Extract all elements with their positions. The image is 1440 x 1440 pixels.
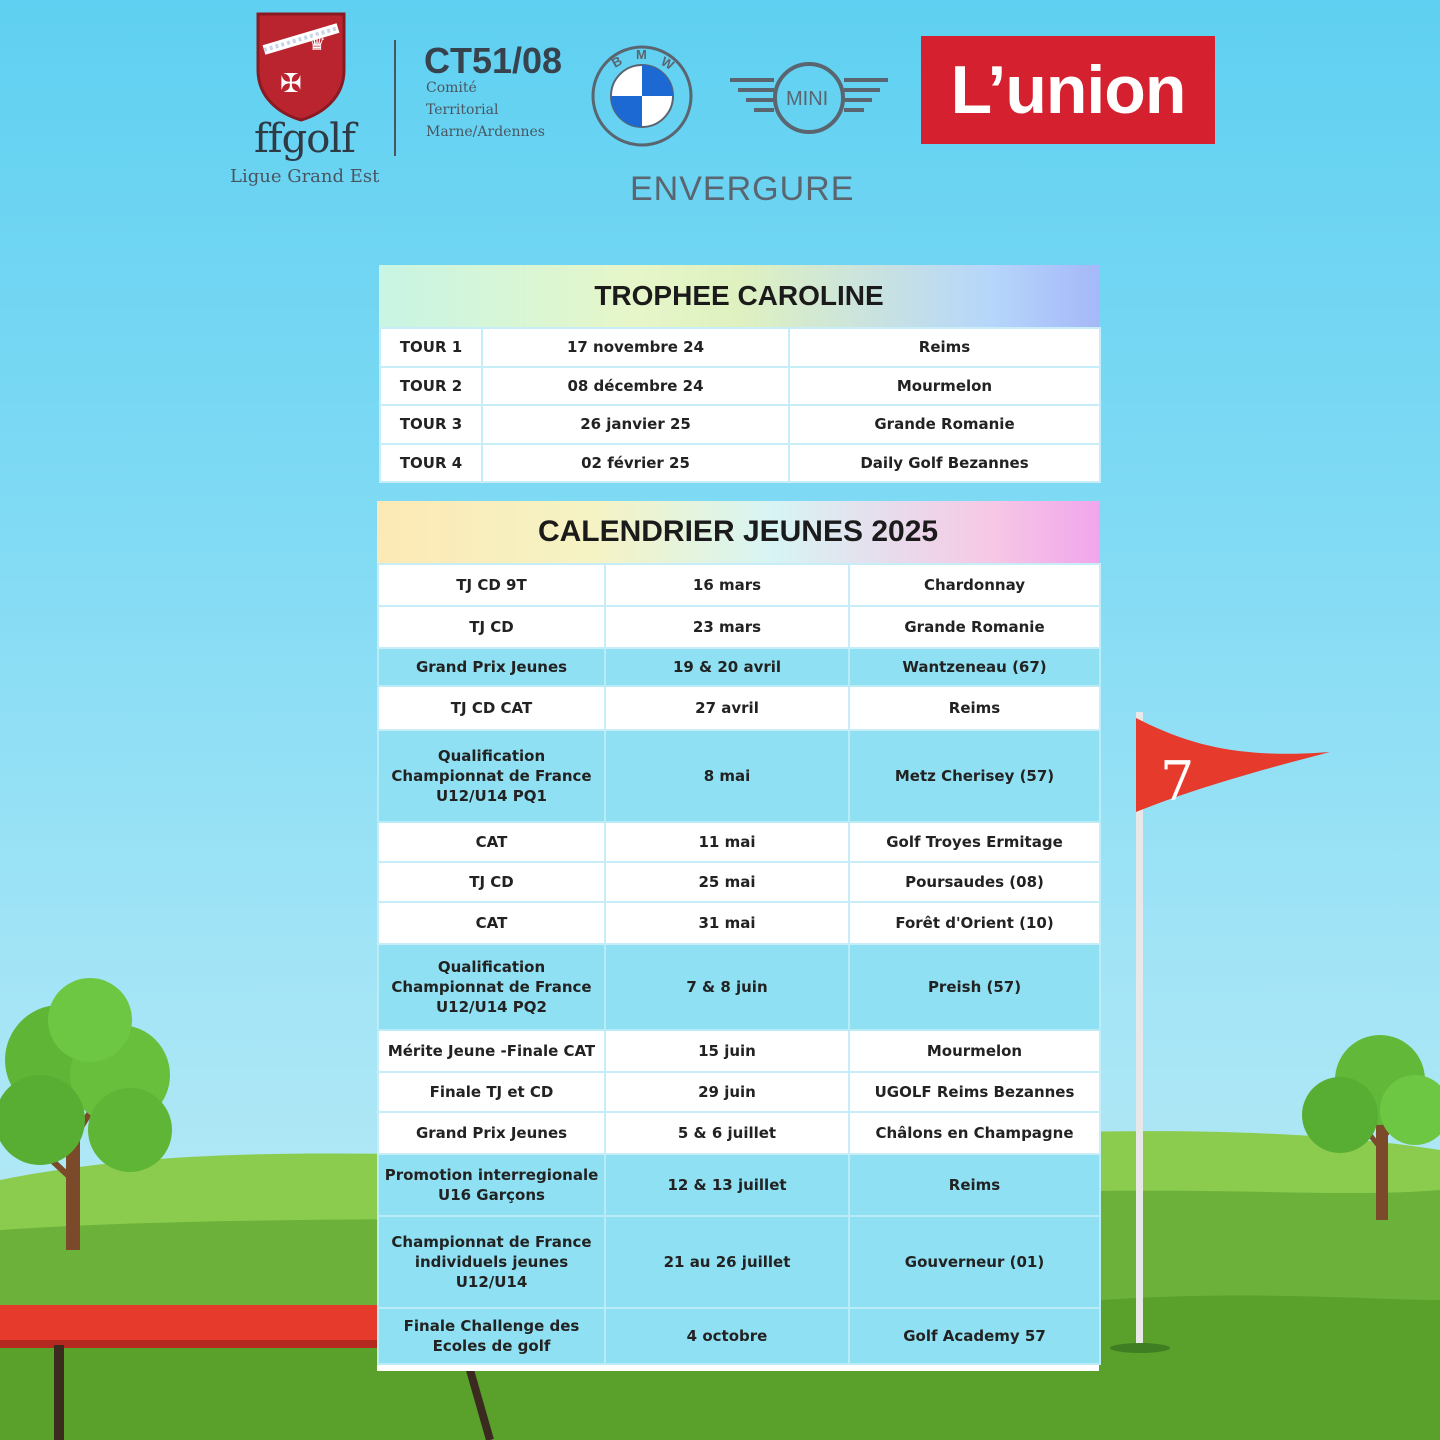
event-cell: CAT — [378, 822, 605, 862]
calendrier-jeunes-table — [377, 501, 1099, 1371]
lunion-logo — [921, 36, 1215, 144]
lieu-cell: Chardonnay — [849, 564, 1100, 606]
date-cell: 02 février 25 — [482, 444, 789, 483]
date-cell: 21 au 26 juillet — [605, 1216, 849, 1308]
event-cell: Qualification Championnat de France U12/U14 PQ2 — [378, 944, 605, 1030]
envergure-label: ENVERGURE — [630, 170, 855, 208]
event-cell: Qualification Championnat de France U12/U14 PQ1 — [378, 730, 605, 822]
lieu-cell: Reims — [789, 328, 1100, 367]
ct-line-2: Territorial — [426, 102, 499, 118]
date-cell: 8 mai — [605, 730, 849, 822]
event-cell: Promotion interregionale U16 Garçons — [378, 1154, 605, 1216]
date-cell: 11 mai — [605, 822, 849, 862]
svg-text:✠: ✠ — [280, 69, 302, 99]
date-cell: 5 & 6 juillet — [605, 1112, 849, 1154]
table-row — [378, 902, 1100, 944]
svg-text:M: M — [636, 47, 647, 62]
table-row — [380, 367, 1100, 406]
trophee-title: TROPHEE CAROLINE — [379, 265, 1099, 327]
date-cell: 23 mars — [605, 606, 849, 648]
ffgolf-shield-logo — [252, 10, 350, 122]
date-cell: 7 & 8 juin — [605, 944, 849, 1030]
date-cell: 12 & 13 juillet — [605, 1154, 849, 1216]
trophee-rows — [379, 327, 1101, 483]
flag-number: 7 — [1160, 750, 1195, 813]
lieu-cell: UGOLF Reims Bezannes — [849, 1072, 1100, 1112]
table-row — [378, 822, 1100, 862]
lieu-cell: Wantzeneau (67) — [849, 648, 1100, 686]
event-cell: Finale Challenge des Ecoles de golf — [378, 1308, 605, 1364]
event-cell: Championnat de France individuels jeunes U12/U14 — [378, 1216, 605, 1308]
date-cell: 15 juin — [605, 1030, 849, 1072]
table-row — [378, 730, 1100, 822]
lieu-cell: Poursaudes (08) — [849, 862, 1100, 902]
lieu-cell: Mourmelon — [789, 367, 1100, 406]
trophee-caroline-table — [379, 265, 1099, 481]
lieu-cell: Preish (57) — [849, 944, 1100, 1030]
tour-cell: TOUR 1 — [380, 328, 482, 367]
calendrier-title: CALENDRIER JEUNES 2025 — [377, 501, 1099, 563]
event-cell: Mérite Jeune -Finale CAT — [378, 1030, 605, 1072]
table-row — [378, 1216, 1100, 1308]
lieu-cell: Golf Troyes Ermitage — [849, 822, 1100, 862]
event-cell: CAT — [378, 902, 605, 944]
table-row — [378, 606, 1100, 648]
tour-cell: TOUR 3 — [380, 405, 482, 444]
date-cell: 29 juin — [605, 1072, 849, 1112]
lieu-cell: Grande Romanie — [849, 606, 1100, 648]
ffgolf-wordmark: ffgolf — [254, 116, 355, 162]
table-row — [378, 944, 1100, 1030]
table-row — [378, 1072, 1100, 1112]
event-cell: Grand Prix Jeunes — [378, 648, 605, 686]
date-cell: 16 mars — [605, 564, 849, 606]
ct-title: CT51/08 — [424, 40, 563, 81]
table-row — [380, 328, 1100, 367]
event-cell: TJ CD 9T — [378, 564, 605, 606]
table-row — [378, 1154, 1100, 1216]
date-cell: 08 décembre 24 — [482, 367, 789, 406]
svg-text:♛: ♛ — [308, 31, 326, 55]
svg-text:W: W — [658, 53, 677, 73]
table-row — [378, 1112, 1100, 1154]
date-cell: 25 mai — [605, 862, 849, 902]
lieu-cell: Reims — [849, 686, 1100, 730]
tour-cell: TOUR 4 — [380, 444, 482, 483]
table-row — [378, 564, 1100, 606]
date-cell: 27 avril — [605, 686, 849, 730]
ct-line-3: Marne/Ardennes — [426, 124, 545, 140]
lieu-cell: Grande Romanie — [789, 405, 1100, 444]
table-row — [380, 444, 1100, 483]
date-cell: 19 & 20 avril — [605, 648, 849, 686]
lieu-cell: Golf Academy 57 — [849, 1308, 1100, 1364]
event-cell: TJ CD CAT — [378, 686, 605, 730]
lieu-cell: Daily Golf Bezannes — [789, 444, 1100, 483]
date-cell: 17 novembre 24 — [482, 328, 789, 367]
event-cell: Finale TJ et CD — [378, 1072, 605, 1112]
date-cell: 31 mai — [605, 902, 849, 944]
table-row — [378, 686, 1100, 730]
bmw-logo — [590, 44, 694, 148]
svg-text:B: B — [609, 52, 625, 71]
event-cell: TJ CD — [378, 862, 605, 902]
event-cell: Grand Prix Jeunes — [378, 1112, 605, 1154]
mini-logo — [728, 58, 890, 138]
table-row — [378, 1030, 1100, 1072]
lunion-text: L’union — [950, 52, 1186, 128]
event-cell: TJ CD — [378, 606, 605, 648]
lieu-cell: Reims — [849, 1154, 1100, 1216]
lieu-cell: Metz Cherisey (57) — [849, 730, 1100, 822]
table-row — [378, 1308, 1100, 1364]
ffgolf-subtitle: Ligue Grand Est — [230, 166, 380, 187]
tour-cell: TOUR 2 — [380, 367, 482, 406]
lieu-cell: Mourmelon — [849, 1030, 1100, 1072]
lieu-cell: Forêt d'Orient (10) — [849, 902, 1100, 944]
logo-divider — [394, 40, 396, 156]
table-row — [380, 405, 1100, 444]
lieu-cell: Gouverneur (01) — [849, 1216, 1100, 1308]
table-row — [378, 648, 1100, 686]
svg-text:MINI: MINI — [786, 88, 829, 110]
table-row — [378, 862, 1100, 902]
lieu-cell: Châlons en Champagne — [849, 1112, 1100, 1154]
date-cell: 26 janvier 25 — [482, 405, 789, 444]
ct-line-1: Comité — [426, 80, 477, 96]
date-cell: 4 octobre — [605, 1308, 849, 1364]
calendrier-rows — [377, 563, 1101, 1365]
